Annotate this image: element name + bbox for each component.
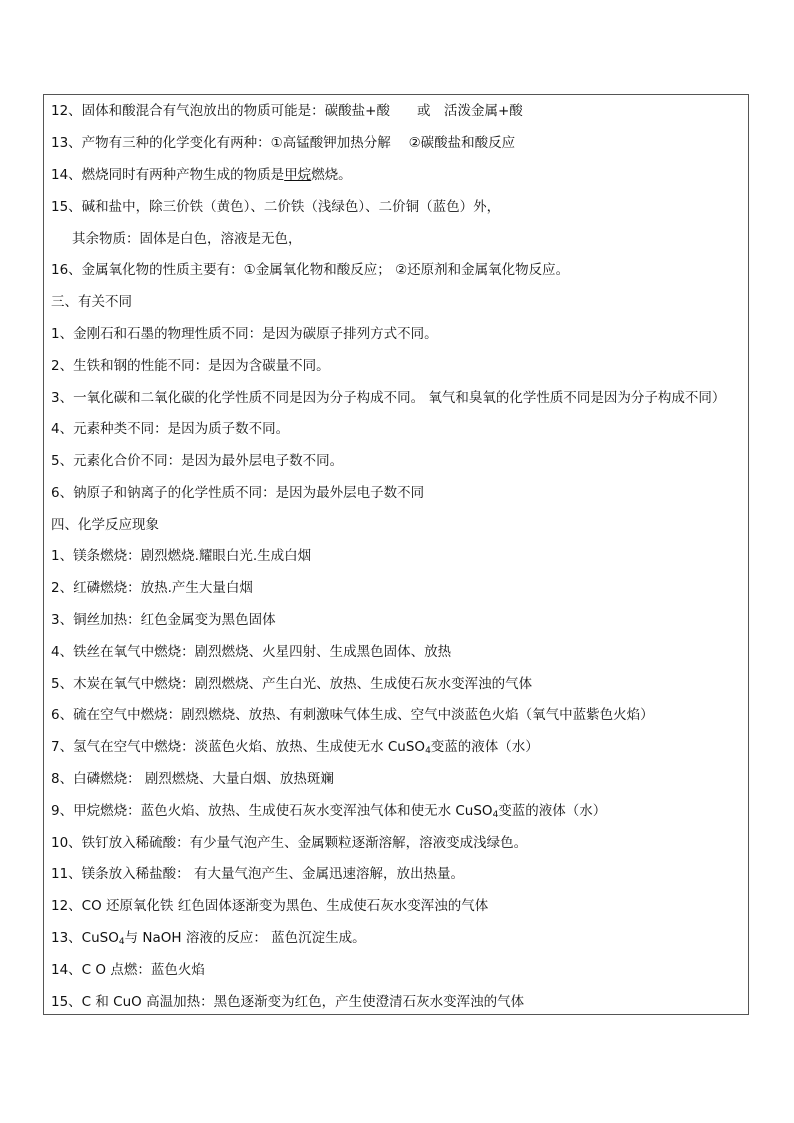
subscript: 4 — [118, 937, 125, 947]
text-line: 2、生铁和钢的性能不同：是因为含碳量不同。 — [51, 358, 330, 374]
text-line: 14、C O 点燃：蓝色火焰 — [51, 962, 205, 978]
text-line: 3、铜丝加热：红色金属变为黑色固体 — [51, 612, 276, 628]
text-line: 1、镁条燃烧：剧烈燃烧.耀眼白光.生成白烟 — [51, 548, 312, 564]
text-line: 10、铁钉放入稀硫酸：有少量气泡产生、金属颗粒逐渐溶解，溶液变成浅绿色。 — [51, 835, 528, 851]
text-line: 6、硫在空气中燃烧：剧烈燃烧、放热、有刺激味气体生成、空气中淡蓝色火焰（氧气中蓝紫色火焰） — [51, 707, 654, 723]
text-line: 15、C 和 CuO 高温加热：黑色逐渐变为红色，产生使澄清石灰水变浑浊的气体 — [51, 994, 525, 1010]
text-line: 9、甲烷燃烧：蓝色火焰、放热、生成使石灰水变浑浊气体和使无水 CuSO$_4$变蓝的液体（水） — [51, 803, 607, 820]
text-line: 4、铁丝在氧气中燃烧：剧烈燃烧、火星四射、生成黑色固体、放热 — [51, 644, 452, 660]
text-line: 5、木炭在氧气中燃烧：剧烈燃烧、产生白光、放热、生成使石灰水变浑浊的气体 — [51, 676, 533, 692]
text-line: 6、钠原子和钠离子的化学性质不同：是因为最外层电子数不同 — [51, 485, 425, 501]
text-line: 4、元素种类不同：是因为质子数不同。 — [51, 421, 290, 437]
subscript: 4 — [492, 810, 499, 820]
text-line: 13、产物有三种的化学变化有两种：①高锰酸钾加热分解 ②碳酸盐和酸反应 — [51, 135, 516, 151]
text-line: 15、碱和盐中，除三价铁（黄色）、二价铁（浅绿色）、二价铜（蓝色）外， — [51, 199, 501, 215]
text-line: 5、元素化合价不同：是因为最外层电子数不同。 — [51, 453, 344, 469]
text-line: 13、CuSO$_4$与 NaOH 溶液的反应： 蓝色沉淀生成。 — [51, 930, 366, 947]
text-line: 7、氢气在空气中燃烧：淡蓝色火焰、放热、生成使无水 CuSO$_4$变蓝的液体（水） — [51, 739, 539, 756]
text-line: 1、金刚石和石墨的物理性质不同：是因为碳原子排列方式不同。 — [51, 326, 438, 342]
subscript: 4 — [425, 746, 431, 756]
text-line: 12、固体和酸混合有气泡放出的物质可能是：碳酸盐+酸 或 活泼金属+酸 — [51, 103, 523, 119]
text-line: 四、化学反应现象 — [51, 517, 159, 533]
text-line: 2、红磷燃烧：放热.产生大量白烟 — [51, 580, 253, 596]
text-line: 11、镁条放入稀盐酸： 有大量气泡产生、金属迅速溶解，放出热量。 — [51, 866, 464, 882]
text-line: 12、CO 还原氧化铁 红色固体逐渐变为黑色、生成使石灰水变浑浊的气体 — [51, 898, 489, 914]
text-line: 三、有关不同 — [51, 294, 132, 310]
underlined-text: 甲烷 — [284, 167, 312, 183]
text-line: 16、金属氧化物的性质主要有：①金属氧化物和酸反应； ②还原剂和金属氧化物反应。 — [51, 262, 570, 278]
text-line: 14、燃烧同时有两种产物生成的物质是甲烷燃烧。 — [51, 167, 352, 183]
text-line: 3、一氧化碳和二氧化碳的化学性质不同是因为分子构成不同。 氧气和臭氧的化学性质不同是因为分子构成不同） — [51, 390, 726, 406]
text-line: 其余物质：固体是白色，溶液是无色， — [72, 231, 302, 247]
text-line: 8、白磷燃烧： 剧烈燃烧、大量白烟、放热斑斓 — [51, 771, 334, 787]
